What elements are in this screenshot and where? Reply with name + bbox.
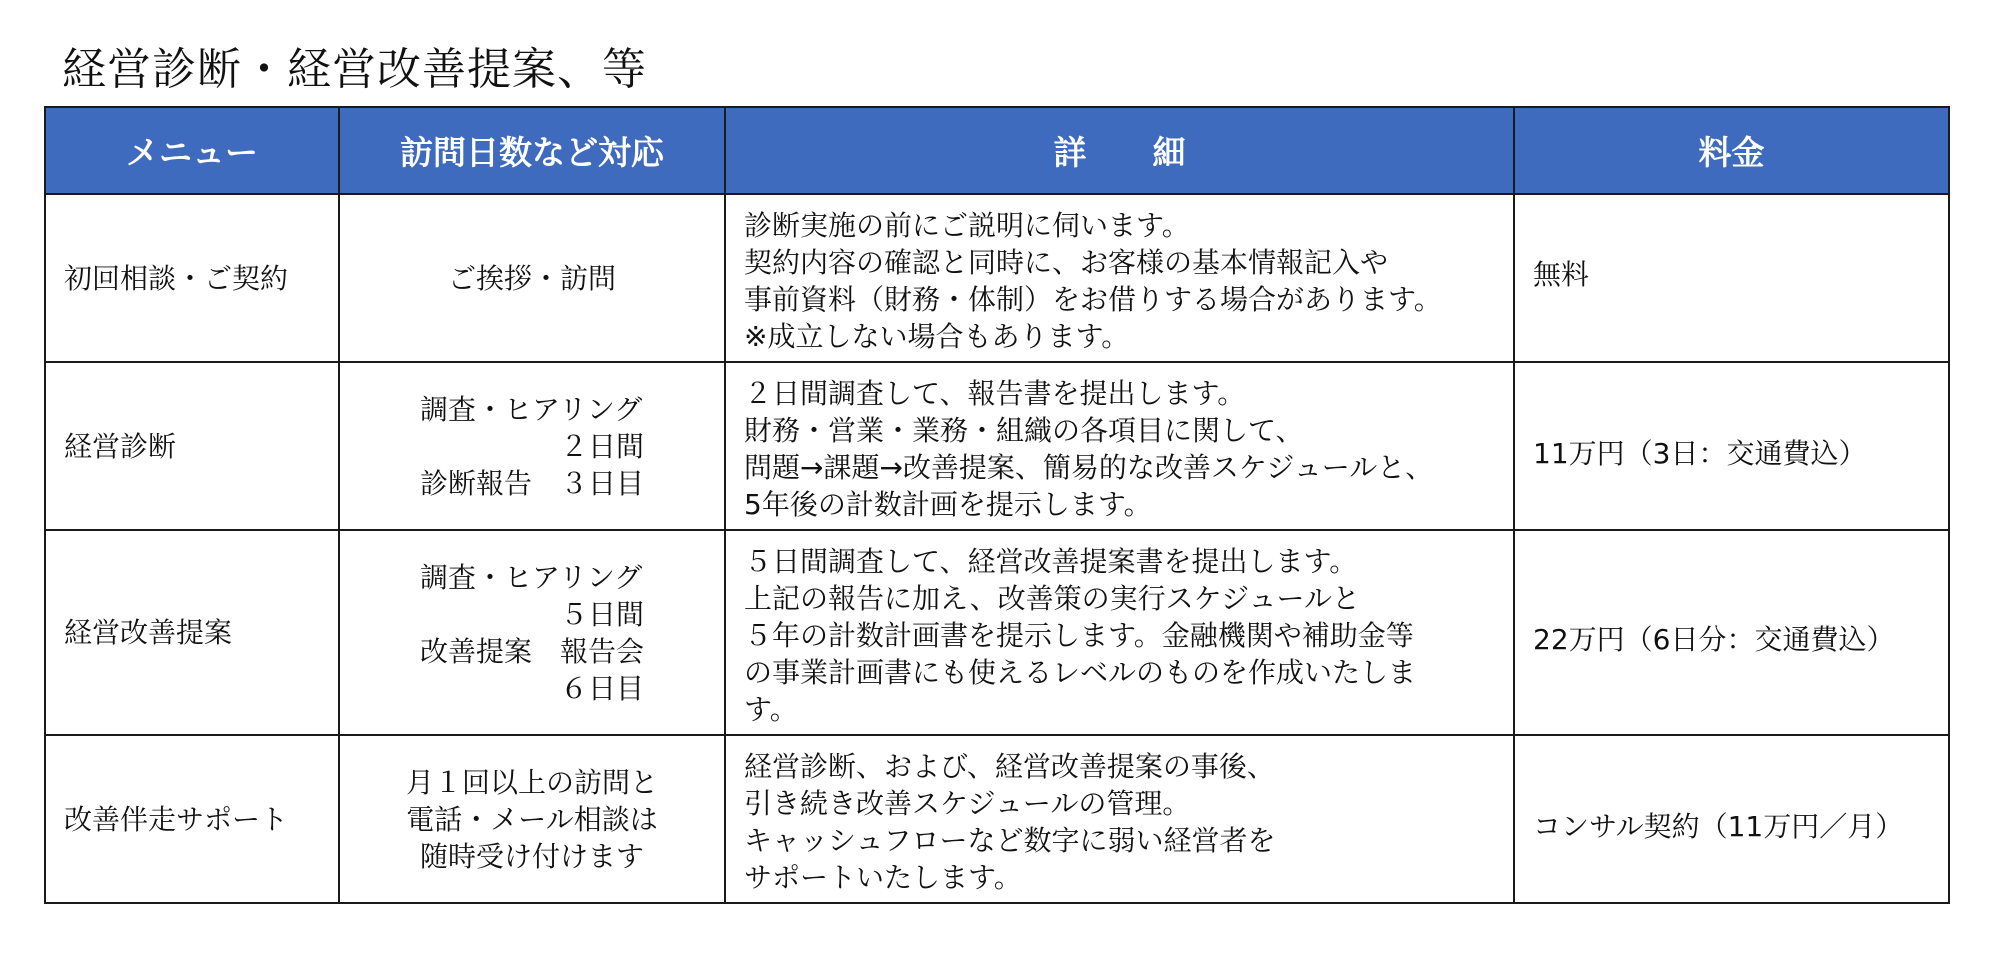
visit-line: 診断報告 ３日目: [419, 466, 644, 500]
table-header-row: [45, 107, 1949, 194]
table-row: [45, 194, 1949, 362]
detail-line: の事業計画書にも使えるレベルのものを作成いたしま: [744, 656, 1417, 689]
visit-cell: [339, 362, 725, 530]
visit-line: 調査・ヒアリング: [419, 392, 643, 426]
detail-line: 引き続き改善スケジュールの管理。: [744, 787, 1191, 820]
table-row: [45, 362, 1949, 530]
detail-line: 契約内容の確認と同時に、お客様の基本情報記入や: [744, 246, 1389, 279]
menu-cell: 改善伴走サポート: [45, 735, 339, 903]
detail-cell: [725, 362, 1514, 530]
visit-cell: [339, 735, 725, 903]
detail-cell: [725, 735, 1514, 903]
visit-line: ご挨拶・訪問: [447, 261, 616, 295]
detail-line: ５日間調査して、経営改善提案書を提出します。: [744, 545, 1358, 578]
visit-line: 月１回以上の訪問と: [405, 765, 658, 799]
visit-line: ６日目: [559, 671, 644, 705]
fee-text: 無料: [1533, 257, 1590, 291]
fee-cell: 11万円（3日：交通費込）: [1514, 362, 1949, 530]
detail-line: サポートいたします。: [744, 861, 1022, 894]
visit-block: [420, 391, 644, 502]
fee-cell: [1514, 194, 1949, 362]
detail-line: 問題→課題→改善提案、簡易的な改善スケジュールと、: [744, 451, 1434, 484]
visit-line: 電話・メール相談は: [406, 802, 658, 836]
visit-line: 調査・ヒアリング: [419, 560, 643, 594]
detail-line: 経営診断、および、経営改善提案の事後、: [744, 750, 1275, 783]
fee-cell: 22万円（6日分：交通費込）: [1514, 530, 1949, 735]
menu-cell: 経営診断: [45, 362, 339, 530]
visit-line: 改善提案 報告会: [419, 634, 644, 668]
visit-cell: [339, 194, 725, 362]
header-menu: メニュー: [45, 107, 339, 194]
header-detail: 詳 細: [725, 107, 1514, 194]
detail-line: 事前資料（財務・体制）をお借りする場合があります。: [744, 283, 1442, 316]
detail-line: ２日間調査して、報告書を提出します。: [744, 377, 1246, 410]
table-row: [45, 530, 1949, 735]
fee-cell: コンサル契約（11万円／月）: [1514, 735, 1949, 903]
header-fee: 料金: [1514, 107, 1949, 194]
visit-line: ５日間: [559, 597, 644, 631]
visit-block: [420, 559, 644, 707]
table-row: [45, 735, 1949, 903]
detail-line: ５年の計数計画書を提示します。金融機関や補助金等: [744, 619, 1414, 652]
menu-cell: 初回相談・ご契約: [45, 194, 339, 362]
detail-line: 診断実施の前にご説明に伺います。: [744, 209, 1190, 242]
detail-line: す。: [744, 693, 798, 726]
page-title: 経営診断・経営改善提案、等: [62, 44, 647, 95]
detail-line: 上記の報告に加え、改善策の実行スケジュールと: [744, 582, 1361, 615]
detail-line: 5年後の計数計画を提示します。: [744, 488, 1152, 521]
visit-cell: [339, 530, 725, 735]
detail-line: 財務・営業・業務・組織の各項目に関して、: [744, 414, 1304, 447]
visit-line: 随時受け付けます: [419, 839, 644, 873]
header-visit: 訪問日数など対応: [339, 107, 725, 194]
menu-cell: 経営改善提案: [45, 530, 339, 735]
detail-line: ※成立しない場合もあります。: [744, 320, 1130, 353]
service-menu-table: [44, 106, 1950, 904]
detail-line: キャッシュフローなど数字に弱い経営者を: [744, 824, 1276, 857]
detail-cell: [725, 530, 1514, 735]
visit-line: ２日間: [559, 429, 644, 463]
detail-cell: [725, 194, 1514, 362]
